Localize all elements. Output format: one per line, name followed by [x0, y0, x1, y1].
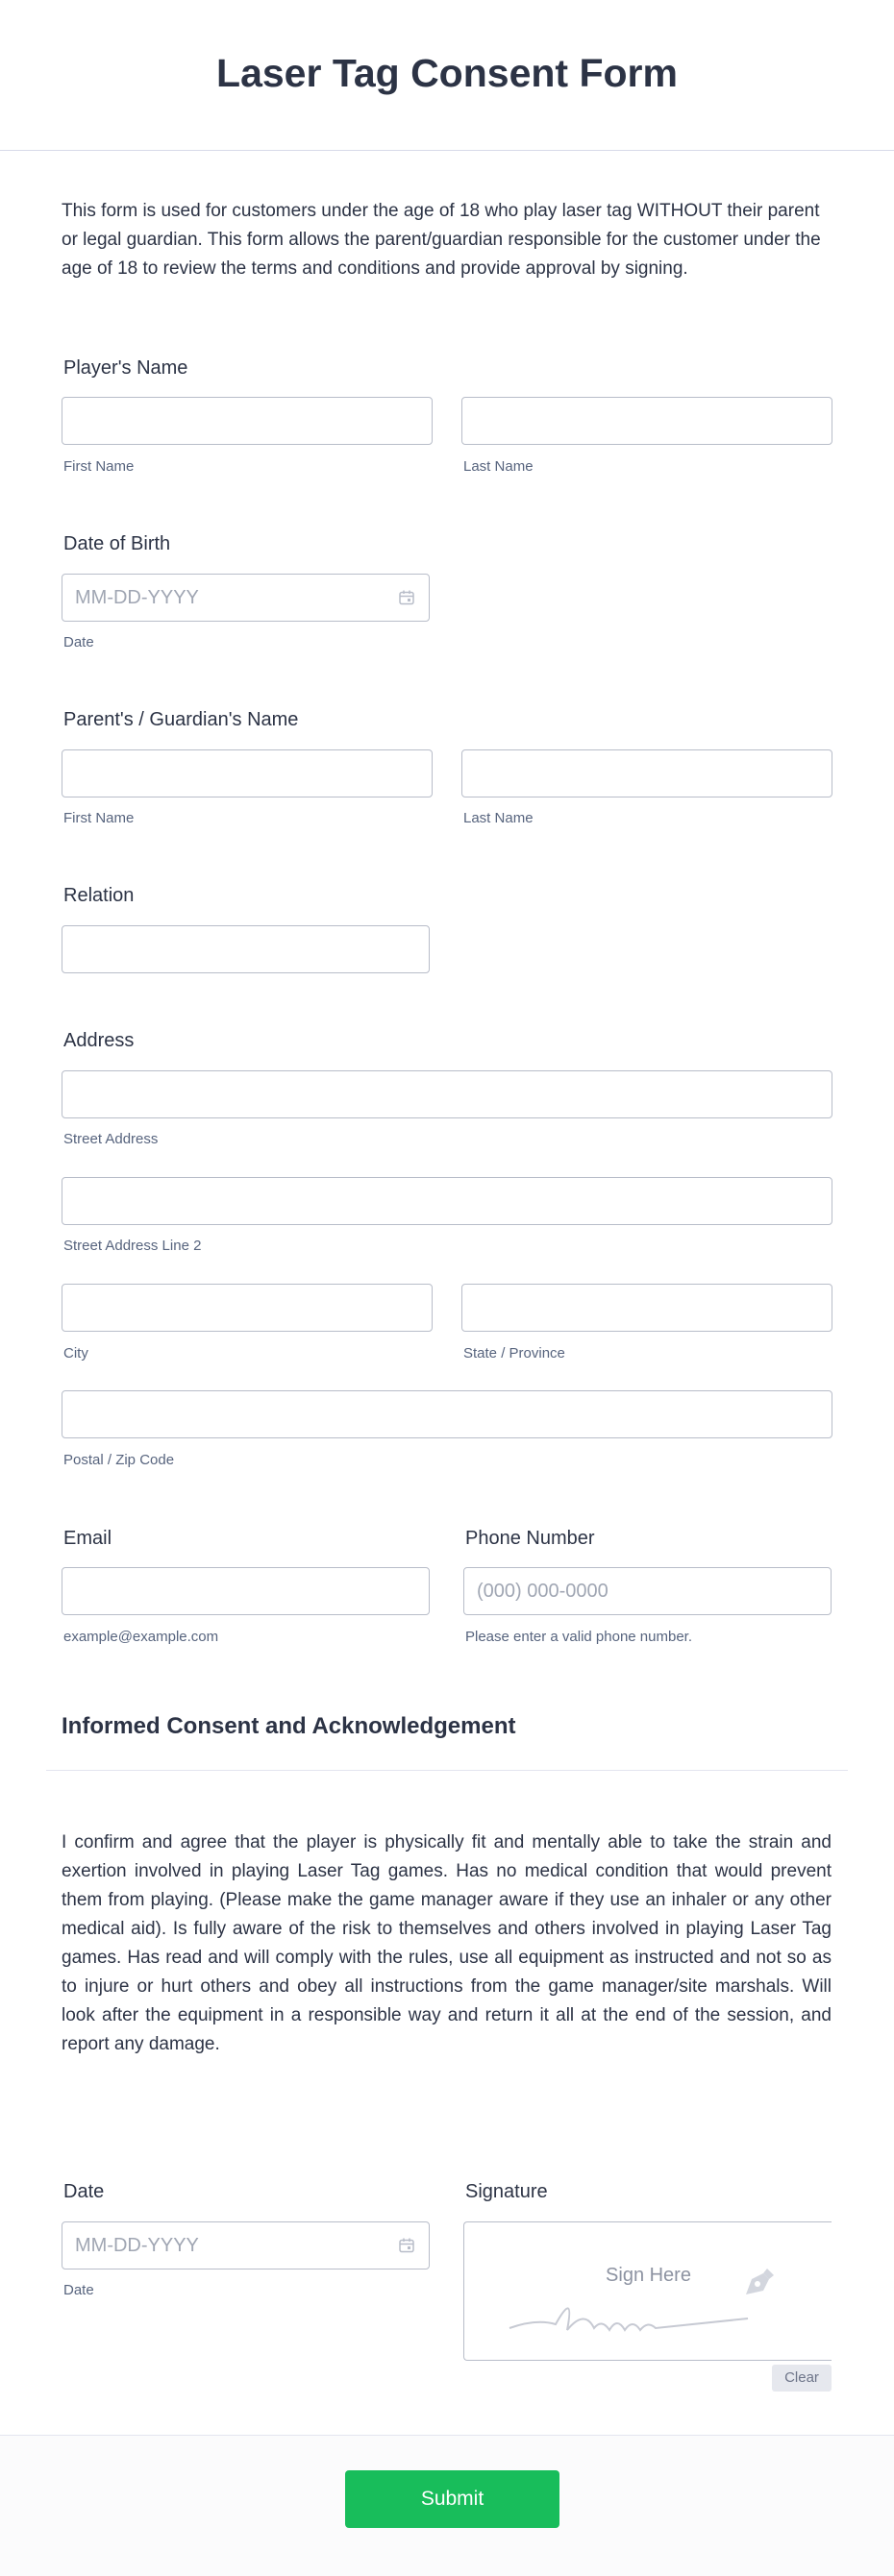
- email-label: Email: [63, 1528, 112, 1549]
- relation-label: Relation: [63, 885, 135, 906]
- email-input[interactable]: [62, 1567, 430, 1615]
- guardian-last-name-sublabel: Last Name: [463, 810, 534, 826]
- signature-pad[interactable]: [463, 2221, 832, 2361]
- calendar-icon[interactable]: [398, 2237, 415, 2254]
- city-input[interactable]: [62, 1284, 433, 1332]
- guardian-first-name-input[interactable]: [62, 749, 433, 797]
- sign-date-label: Date: [63, 2181, 105, 2202]
- dob-placeholder: MM-DD-YYYY: [75, 587, 199, 608]
- phone-sublabel: Please enter a valid phone number.: [465, 1629, 692, 1645]
- form-header: [0, 0, 894, 151]
- zip-code-sublabel: Postal / Zip Code: [63, 1452, 175, 1468]
- submit-button[interactable]: Submit: [345, 2470, 559, 2528]
- street-address-input[interactable]: [62, 1070, 832, 1118]
- signature-label: Signature: [465, 2181, 548, 2202]
- address-label: Address: [63, 1030, 135, 1051]
- consent-section-title: Informed Consent and Acknowledgement: [62, 1713, 516, 1739]
- signature-prompt: Sign Here: [606, 2265, 691, 2286]
- phone-placeholder: (000) 000-0000: [477, 1581, 608, 1602]
- email-sublabel: example@example.com: [63, 1629, 219, 1645]
- section-divider: [46, 1770, 848, 1771]
- state-sublabel: State / Province: [463, 1345, 565, 1362]
- player-first-name-input[interactable]: [62, 397, 433, 445]
- dob-sublabel: Date: [63, 634, 94, 650]
- guardian-name-label: Parent's / Guardian's Name: [63, 709, 299, 730]
- form-intro: This form is used for customers under the age of 18 who play laser tag WITHOUT their parent or legal guardian. This form allows the parent/guardian responsible for the customer under the age of 18 to review the terms and conditions and provide approval by signing.: [62, 201, 821, 279]
- phone-input[interactable]: [463, 1567, 832, 1615]
- phone-label: Phone Number: [465, 1528, 595, 1549]
- form-title: Laser Tag Consent Form: [216, 51, 678, 95]
- player-name-label: Player's Name: [63, 357, 188, 379]
- relation-input[interactable]: [62, 925, 430, 973]
- player-last-name-sublabel: Last Name: [463, 458, 534, 475]
- guardian-first-name-sublabel: First Name: [63, 810, 135, 826]
- street-address-line2-sublabel: Street Address Line 2: [63, 1238, 202, 1254]
- dob-label: Date of Birth: [63, 533, 171, 554]
- dob-input[interactable]: [62, 574, 430, 622]
- zip-code-input[interactable]: [62, 1390, 832, 1438]
- street-address-line2-input[interactable]: [62, 1177, 832, 1225]
- clear-signature-button[interactable]: Clear: [772, 2365, 832, 2392]
- calendar-icon[interactable]: [398, 589, 415, 606]
- guardian-last-name-input[interactable]: [461, 749, 832, 797]
- player-first-name-sublabel: First Name: [63, 458, 135, 475]
- consent-text: I confirm and agree that the player is physically fit and mentally able to take the strain and exertion involved in playing Laser Tag games. Has no medical condition that would prevent them from playing. (Please make the game manager aware if they use an inhaler or any other medical aid). Is fully aware of the risk to themselves and others involved in playing Laser Tag games. Has read and will comply with the rules, use all equipment as instructed and not so as to injure or hurt others and obey all instructions from the game manager/site marshals. Will look after the equipment in a responsible way and return it all at the end of the session, and report any damage.: [62, 1832, 832, 2054]
- city-sublabel: City: [63, 1345, 88, 1362]
- player-last-name-input[interactable]: [461, 397, 832, 445]
- sign-date-sublabel: Date: [63, 2282, 94, 2298]
- state-input[interactable]: [461, 1284, 832, 1332]
- pen-icon: [738, 2266, 777, 2304]
- sign-date-placeholder: MM-DD-YYYY: [75, 2235, 199, 2256]
- sign-date-input[interactable]: [62, 2221, 430, 2269]
- street-address-sublabel: Street Address: [63, 1131, 159, 1147]
